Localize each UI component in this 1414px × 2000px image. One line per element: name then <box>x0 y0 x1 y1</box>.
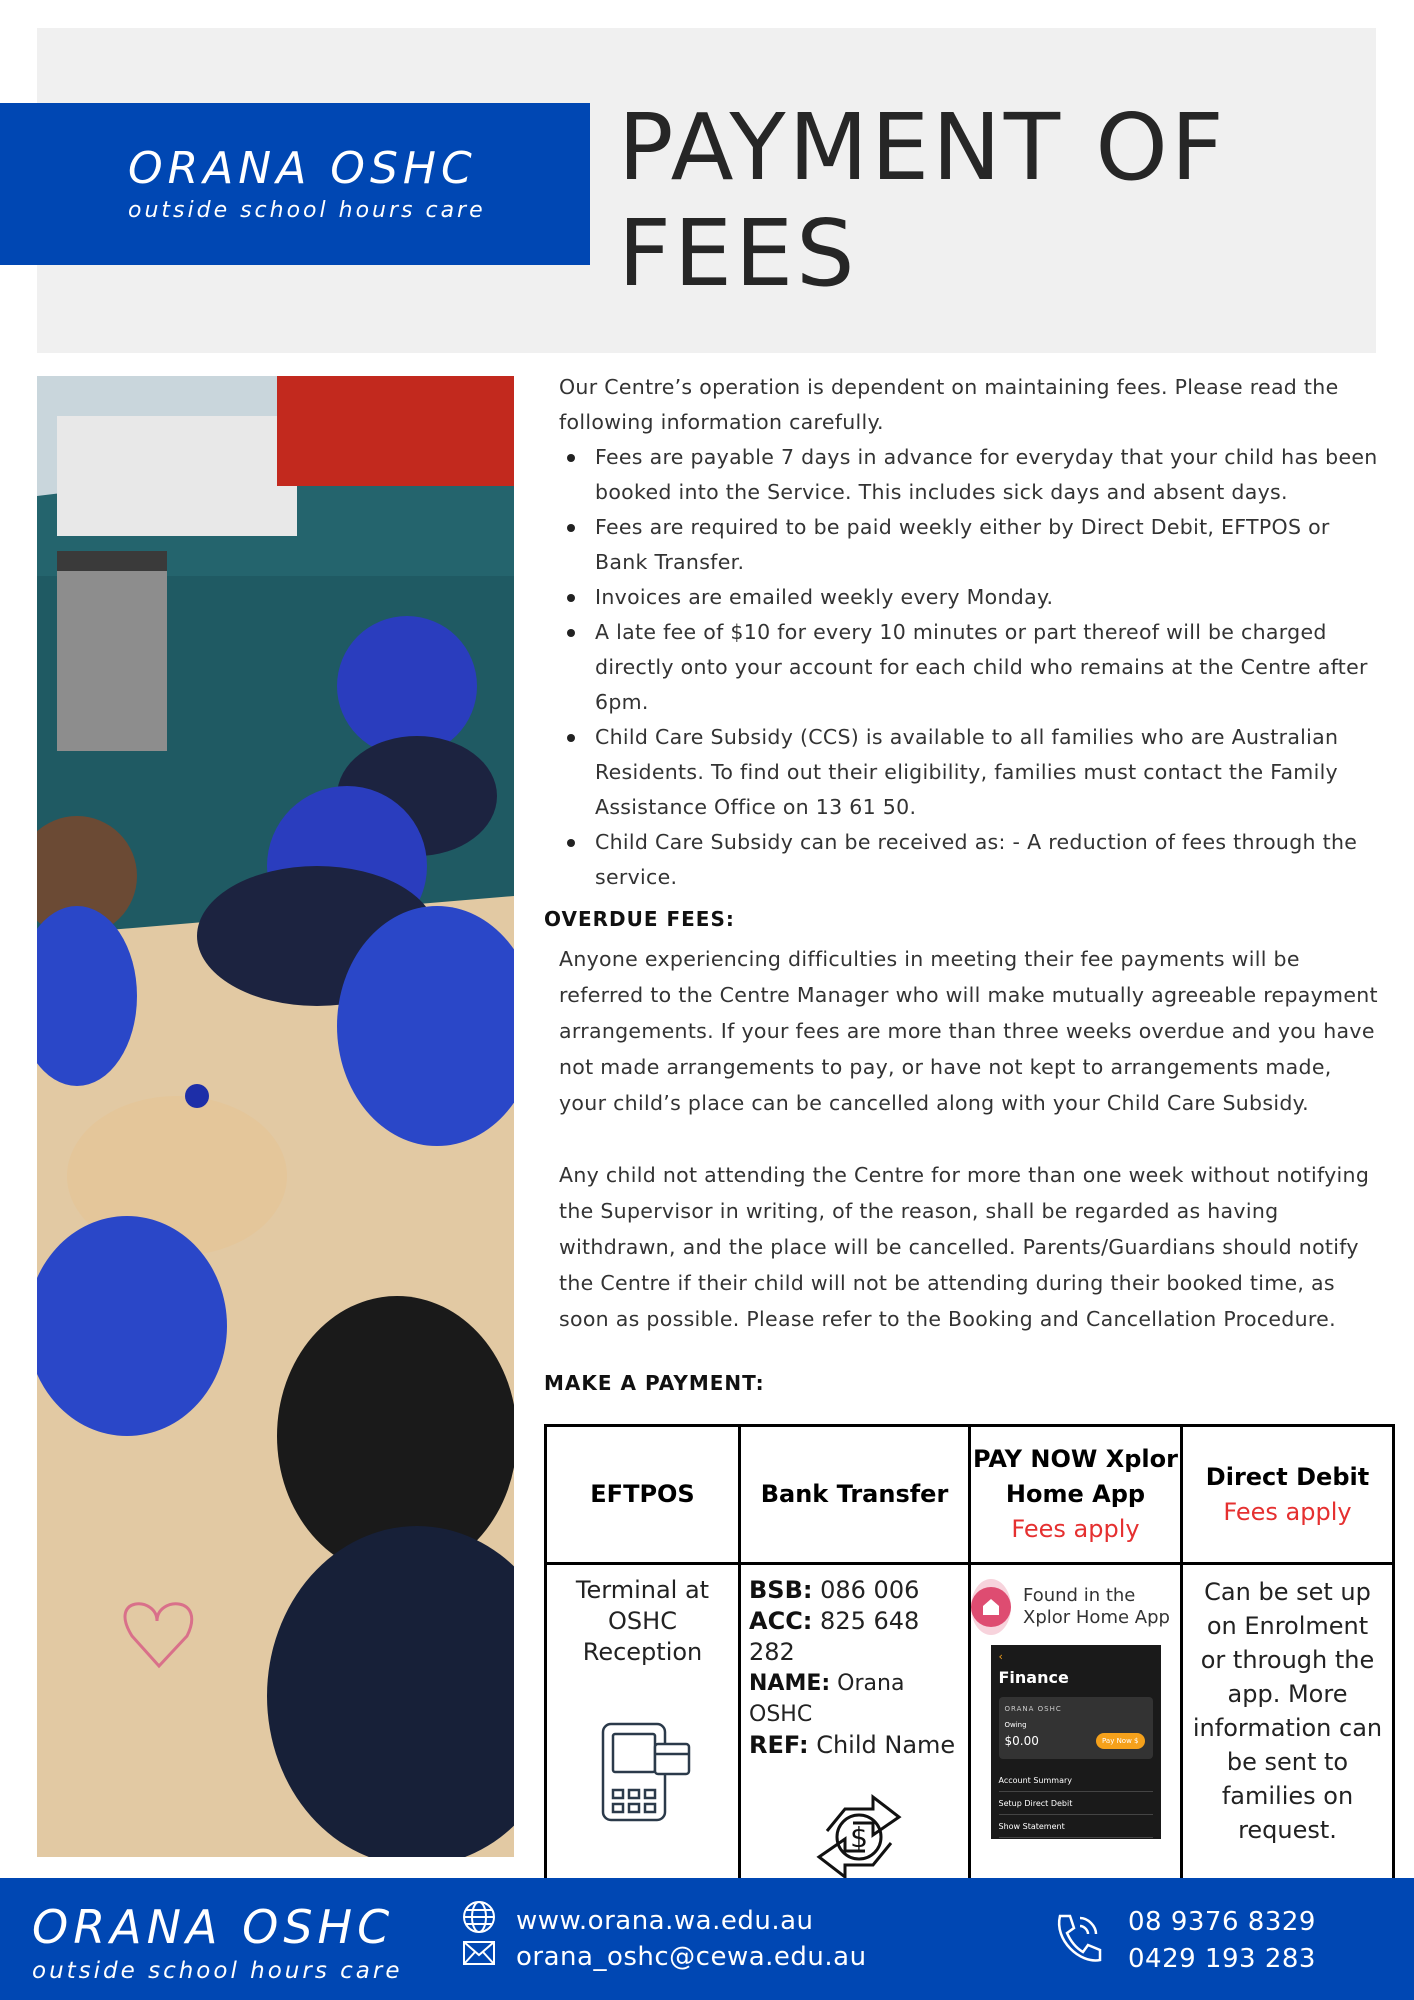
direct-debit-cell <box>1182 1564 1394 1893</box>
card-terminal-icon <box>547 1722 738 1830</box>
email-link[interactable]: orana_oshc@cewa.edu.au <box>516 1941 867 1972</box>
acc-value: 825 648 282 <box>749 1607 920 1666</box>
bank-transfer-cell <box>740 1564 970 1893</box>
brand-banner <box>0 103 590 265</box>
payment-methods-table <box>544 1424 1395 1894</box>
ref-line <box>749 1730 968 1761</box>
page-title: PAYMENT OF FEES <box>618 94 1227 307</box>
mail-icon <box>462 1940 496 1973</box>
app-pay-now-button: Pay Now $ <box>1096 1733 1145 1749</box>
xplor-title: PAY NOW Xplor Home App <box>973 1445 1178 1508</box>
phone-number-mobile[interactable]: 0429 193 283 <box>1128 1944 1316 1974</box>
overdue-paragraph: Anyone experiencing difficulties in meeting their fee payments will be referred to the Centre Manager who will make mutually agreeable repayment arrangements. If your fees are more than three weeks overdue and you have not made arrangements to pay, or have not kept to arrangements made, your child’s place can be cancelled along with your Child Care Subsidy. <box>559 947 1378 1115</box>
withdrawal-paragraph: Any child not attending the Centre for more than one week without notifying the Supervisor in writing, of the reason, shall be regarded as having withdrawn, and the place will be cancelled. Parents/Guardians should notify the Centre if their child will not be attending during their booked time, as soon as possible. Please refer to the Booking and Cancellation Procedure. <box>559 1163 1370 1331</box>
bullet-icon <box>567 594 575 602</box>
app-owing-label: Owing <box>1004 1721 1027 1729</box>
phone-number-landline[interactable]: 08 9376 8329 <box>1128 1907 1316 1937</box>
app-menu-item: Show Statement <box>999 1815 1153 1838</box>
footer-brand-name: ORANA OSHC <box>32 1900 395 1954</box>
direct-debit-text: Can be set up on Enrolment or through the app. More information can be sent to families on request. <box>1192 1578 1383 1844</box>
bsb-line <box>749 1575 968 1606</box>
list-item-text: Fees are required to be paid weekly either by Direct Debit, EFTPOS or Bank Transfer. <box>595 515 1330 574</box>
direct-debit-title: Direct Debit <box>1205 1462 1370 1491</box>
bullet-icon <box>567 629 575 637</box>
acc-line <box>749 1606 968 1668</box>
app-finance-title: Finance <box>998 1668 1069 1687</box>
list-item <box>559 580 1382 615</box>
name-line <box>749 1668 968 1730</box>
name-value: Orana OSHC <box>749 1671 905 1727</box>
overdue-fees-heading: OVERDUE FEES: <box>544 907 735 931</box>
list-item-text: A late fee of $10 for every 10 minutes or part thereof will be charged directly onto your account for each child who remains at the Centre after 6pm. <box>595 620 1368 714</box>
xplor-header <box>970 1426 1182 1564</box>
dollar-exchange-icon <box>749 1791 968 1891</box>
eftpos-title: EFTPOS <box>590 1480 695 1508</box>
bullet-icon <box>567 734 575 742</box>
globe-icon <box>462 1900 496 1941</box>
intro-text: Our Centre’s operation is dependent on maintaining fees. Please read the following information carefully. <box>559 375 1339 434</box>
app-balance-card <box>999 1697 1153 1759</box>
bullet-icon <box>567 454 575 462</box>
fees-apply-note: Fees apply <box>1223 1497 1352 1526</box>
app-menu-item: Setup Direct Debit <box>999 1792 1153 1815</box>
back-chevron-icon: ‹ <box>998 1650 1003 1663</box>
list-item <box>559 720 1382 825</box>
bsb-label: BSB: <box>749 1576 813 1604</box>
children-drawing-photo <box>37 376 514 1857</box>
bank-transfer-title: Bank Transfer <box>760 1480 949 1508</box>
list-item <box>559 510 1382 580</box>
svg-text:$: $ <box>849 1821 868 1854</box>
list-item-text: Invoices are emailed weekly every Monday. <box>595 585 1054 609</box>
list-item <box>559 825 1382 895</box>
brand-name: ORANA OSHC <box>128 143 477 194</box>
list-item <box>559 615 1382 720</box>
xplor-cell <box>970 1564 1182 1893</box>
xplor-found-text: Found in the Xplor Home App <box>1023 1585 1170 1628</box>
list-item-text: Child Care Subsidy (CCS) is available to all families who are Australian Residents. To find out their eligibility, families must contact the Family Assistance Office on 13 61 50. <box>595 725 1339 819</box>
xplor-found-badge <box>971 1575 1180 1635</box>
footer-email-row <box>462 1940 867 1973</box>
footer-phones <box>1128 1904 1316 1978</box>
bullet-icon <box>567 839 575 847</box>
direct-debit-header <box>1182 1426 1394 1564</box>
bank-transfer-header <box>740 1426 970 1564</box>
xplor-app-screenshot <box>991 1645 1161 1839</box>
list-item <box>559 440 1382 510</box>
fee-rules-list <box>544 440 1382 895</box>
ref-label: REF: <box>749 1731 809 1759</box>
xplor-home-icon <box>971 1579 1011 1635</box>
main-content <box>544 370 1382 1405</box>
eftpos-header <box>546 1426 740 1564</box>
fees-apply-note: Fees apply <box>1011 1515 1140 1543</box>
eftpos-cell <box>546 1564 740 1893</box>
website-link[interactable]: www.orana.wa.edu.au <box>516 1905 814 1936</box>
make-payment-heading: MAKE A PAYMENT: <box>544 1371 765 1395</box>
footer-brand-tagline: outside school hours care <box>32 1958 403 1984</box>
app-menu-item: Account Summary <box>999 1769 1153 1792</box>
footer <box>0 1878 1414 2000</box>
list-item-text: Fees are payable 7 days in advance for everyday that your child has been booked into the Service. This includes sick days and absent days. <box>595 445 1378 504</box>
list-item-text: Child Care Subsidy can be received as: - A reduction of fees through the service. <box>595 830 1358 889</box>
acc-label: ACC: <box>749 1607 813 1635</box>
bsb-value: 086 006 <box>820 1576 920 1604</box>
name-label: NAME: <box>749 1671 831 1696</box>
app-org-name: ORANA OSHC <box>1004 1705 1062 1713</box>
brand-tagline: outside school hours care <box>128 198 486 223</box>
bullet-icon <box>567 524 575 532</box>
footer-website-row <box>462 1900 814 1941</box>
phone-icon <box>1050 1910 1104 1970</box>
ref-value: Child Name <box>816 1731 956 1759</box>
eftpos-text: Terminal at OSHC Reception <box>575 1576 710 1666</box>
app-amount: $0.00 <box>1004 1734 1039 1748</box>
